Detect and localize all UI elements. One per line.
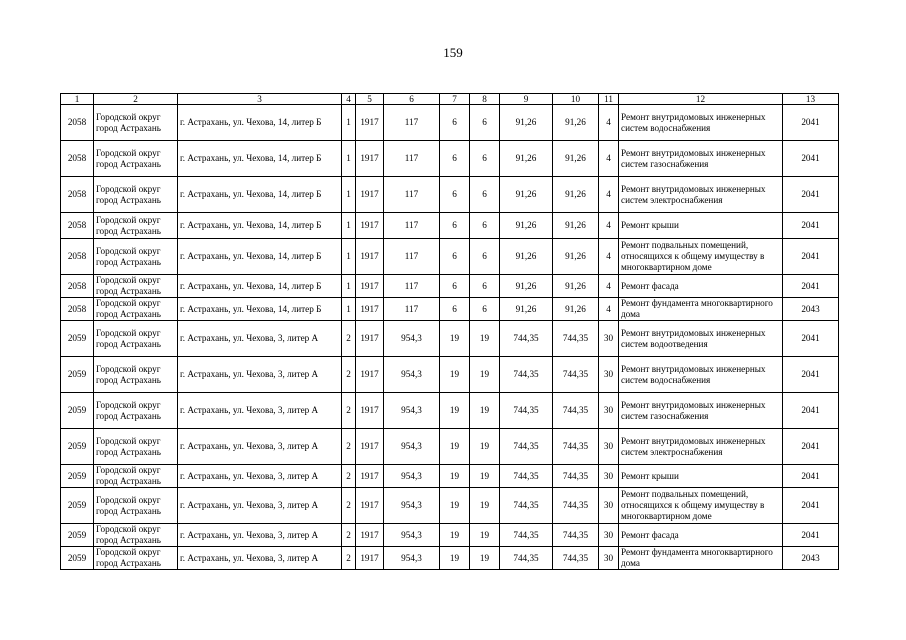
apartments-total-cell: 19 (440, 547, 470, 570)
residents-count-cell: 30 (599, 465, 619, 488)
apartments-residential-cell: 6 (470, 141, 500, 177)
living-area-residential-cell: 744,35 (553, 393, 599, 429)
total-area-cell: 954,3 (384, 488, 440, 524)
living-area-cell: 91,26 (500, 239, 553, 275)
work-type-cell: Ремонт подвальных помещений, относящихся к общему имуществу в многоквартирном доме (619, 239, 783, 275)
living-area-cell: 744,35 (500, 357, 553, 393)
residents-count-cell: 4 (599, 213, 619, 239)
work-type-cell: Ремонт внутридомовых инженерных систем водоснабжения (619, 105, 783, 141)
total-area-cell: 954,3 (384, 547, 440, 570)
municipality-cell: Городской округ город Астрахань (94, 524, 178, 547)
table-row (61, 429, 839, 465)
table-row (61, 357, 839, 393)
apartments-residential-cell: 19 (470, 357, 500, 393)
living-area-cell: 91,26 (500, 177, 553, 213)
table-row (61, 275, 839, 298)
address-cell: г. Астрахань, ул. Чехова, 14, литер Б (178, 298, 342, 321)
row-id-cell: 2058 (61, 105, 94, 141)
address-cell: г. Астрахань, ул. Чехова, 3, литер А (178, 393, 342, 429)
living-area-cell: 91,26 (500, 275, 553, 298)
year-built-cell: 1917 (356, 141, 384, 177)
year-built-cell: 1917 (356, 465, 384, 488)
apartments-residential-cell: 19 (470, 465, 500, 488)
table-body (61, 105, 839, 570)
address-cell: г. Астрахань, ул. Чехова, 3, литер А (178, 465, 342, 488)
building-series-cell: 1 (342, 105, 356, 141)
work-type-cell: Ремонт фундамента многоквартирного дома (619, 298, 783, 321)
year-built-cell: 1917 (356, 105, 384, 141)
year-built-cell: 1917 (356, 177, 384, 213)
residents-count-cell: 30 (599, 321, 619, 357)
table-header (61, 94, 839, 105)
planned-year-cell: 2041 (783, 321, 839, 357)
work-type-cell: Ремонт фасада (619, 524, 783, 547)
residents-count-cell: 4 (599, 275, 619, 298)
col-number-13: 13 (783, 94, 839, 105)
work-type-cell: Ремонт внутридомовых инженерных систем газоснабжения (619, 393, 783, 429)
apartments-residential-cell: 19 (470, 429, 500, 465)
municipality-cell: Городской округ город Астрахань (94, 239, 178, 275)
total-area-cell: 954,3 (384, 357, 440, 393)
work-type-cell: Ремонт внутридомовых инженерных систем водоотведения (619, 321, 783, 357)
table-row (61, 298, 839, 321)
living-area-cell: 91,26 (500, 141, 553, 177)
row-id-cell: 2058 (61, 275, 94, 298)
year-built-cell: 1917 (356, 213, 384, 239)
row-id-cell: 2058 (61, 141, 94, 177)
living-area-residential-cell: 91,26 (553, 275, 599, 298)
col-number-4: 4 (342, 94, 356, 105)
year-built-cell: 1917 (356, 357, 384, 393)
total-area-cell: 117 (384, 298, 440, 321)
apartments-total-cell: 19 (440, 488, 470, 524)
table-row (61, 177, 839, 213)
year-built-cell: 1917 (356, 321, 384, 357)
address-cell: г. Астрахань, ул. Чехова, 14, литер Б (178, 213, 342, 239)
planned-year-cell: 2041 (783, 239, 839, 275)
building-series-cell: 1 (342, 298, 356, 321)
planned-year-cell: 2041 (783, 357, 839, 393)
row-id-cell: 2059 (61, 321, 94, 357)
col-number-5: 5 (356, 94, 384, 105)
apartments-total-cell: 19 (440, 321, 470, 357)
municipality-cell: Городской округ город Астрахань (94, 298, 178, 321)
building-series-cell: 1 (342, 239, 356, 275)
living-area-cell: 744,35 (500, 465, 553, 488)
apartments-total-cell: 6 (440, 177, 470, 213)
address-cell: г. Астрахань, ул. Чехова, 3, литер А (178, 357, 342, 393)
living-area-residential-cell: 91,26 (553, 213, 599, 239)
municipality-cell: Городской округ город Астрахань (94, 105, 178, 141)
row-id-cell: 2059 (61, 429, 94, 465)
year-built-cell: 1917 (356, 239, 384, 275)
municipality-cell: Городской округ город Астрахань (94, 357, 178, 393)
apartments-residential-cell: 6 (470, 213, 500, 239)
building-series-cell: 2 (342, 357, 356, 393)
apartments-total-cell: 19 (440, 357, 470, 393)
municipality-cell: Городской округ город Астрахань (94, 275, 178, 298)
building-series-cell: 2 (342, 321, 356, 357)
building-series-cell: 2 (342, 488, 356, 524)
work-type-cell: Ремонт внутридомовых инженерных систем электроснабжения (619, 429, 783, 465)
planned-year-cell: 2041 (783, 213, 839, 239)
total-area-cell: 117 (384, 213, 440, 239)
year-built-cell: 1917 (356, 298, 384, 321)
municipality-cell: Городской округ город Астрахань (94, 393, 178, 429)
apartments-residential-cell: 19 (470, 321, 500, 357)
apartments-total-cell: 19 (440, 524, 470, 547)
work-type-cell: Ремонт внутридомовых инженерных систем газоснабжения (619, 141, 783, 177)
table-row (61, 524, 839, 547)
apartments-residential-cell: 19 (470, 547, 500, 570)
col-number-2: 2 (94, 94, 178, 105)
apartments-residential-cell: 19 (470, 488, 500, 524)
municipality-cell: Городской округ город Астрахань (94, 488, 178, 524)
row-id-cell: 2058 (61, 298, 94, 321)
address-cell: г. Астрахань, ул. Чехова, 14, литер Б (178, 239, 342, 275)
living-area-residential-cell: 744,35 (553, 465, 599, 488)
living-area-residential-cell: 744,35 (553, 429, 599, 465)
living-area-cell: 744,35 (500, 429, 553, 465)
living-area-cell: 744,35 (500, 321, 553, 357)
address-cell: г. Астрахань, ул. Чехова, 3, литер А (178, 429, 342, 465)
col-number-11: 11 (599, 94, 619, 105)
residents-count-cell: 4 (599, 298, 619, 321)
work-type-cell: Ремонт подвальных помещений, относящихся к общему имуществу в многоквартирном доме (619, 488, 783, 524)
col-number-1: 1 (61, 94, 94, 105)
living-area-residential-cell: 744,35 (553, 488, 599, 524)
living-area-residential-cell: 744,35 (553, 357, 599, 393)
total-area-cell: 954,3 (384, 393, 440, 429)
apartments-total-cell: 6 (440, 105, 470, 141)
municipality-cell: Городской округ город Астрахань (94, 141, 178, 177)
total-area-cell: 117 (384, 141, 440, 177)
living-area-cell: 744,35 (500, 393, 553, 429)
municipality-cell: Городской округ город Астрахань (94, 321, 178, 357)
planned-year-cell: 2041 (783, 275, 839, 298)
row-id-cell: 2059 (61, 393, 94, 429)
building-series-cell: 1 (342, 213, 356, 239)
municipality-cell: Городской округ город Астрахань (94, 213, 178, 239)
apartments-residential-cell: 6 (470, 105, 500, 141)
apartments-residential-cell: 6 (470, 239, 500, 275)
living-area-residential-cell: 91,26 (553, 177, 599, 213)
row-id-cell: 2058 (61, 177, 94, 213)
table-row (61, 465, 839, 488)
building-series-cell: 1 (342, 177, 356, 213)
table-row (61, 488, 839, 524)
address-cell: г. Астрахань, ул. Чехова, 3, литер А (178, 321, 342, 357)
total-area-cell: 117 (384, 275, 440, 298)
row-id-cell: 2058 (61, 239, 94, 275)
building-series-cell: 2 (342, 393, 356, 429)
total-area-cell: 954,3 (384, 524, 440, 547)
municipality-cell: Городской округ город Астрахань (94, 465, 178, 488)
planned-year-cell: 2041 (783, 488, 839, 524)
address-cell: г. Астрахань, ул. Чехова, 14, литер Б (178, 141, 342, 177)
municipality-cell: Городской округ город Астрахань (94, 429, 178, 465)
residents-count-cell: 4 (599, 105, 619, 141)
table-row (61, 105, 839, 141)
municipality-cell: Городской округ город Астрахань (94, 177, 178, 213)
year-built-cell: 1917 (356, 524, 384, 547)
planned-year-cell: 2041 (783, 465, 839, 488)
work-type-cell: Ремонт крыши (619, 213, 783, 239)
apartments-residential-cell: 6 (470, 275, 500, 298)
row-id-cell: 2059 (61, 465, 94, 488)
living-area-cell: 91,26 (500, 105, 553, 141)
living-area-residential-cell: 91,26 (553, 141, 599, 177)
living-area-cell: 91,26 (500, 298, 553, 321)
address-cell: г. Астрахань, ул. Чехова, 14, литер Б (178, 105, 342, 141)
total-area-cell: 954,3 (384, 429, 440, 465)
total-area-cell: 954,3 (384, 465, 440, 488)
living-area-residential-cell: 744,35 (553, 321, 599, 357)
planned-year-cell: 2043 (783, 298, 839, 321)
building-series-cell: 2 (342, 429, 356, 465)
building-series-cell: 2 (342, 465, 356, 488)
living-area-residential-cell: 91,26 (553, 239, 599, 275)
apartments-total-cell: 6 (440, 275, 470, 298)
residents-count-cell: 30 (599, 357, 619, 393)
col-number-3: 3 (178, 94, 342, 105)
registry-table (60, 93, 839, 570)
planned-year-cell: 2041 (783, 524, 839, 547)
living-area-cell: 744,35 (500, 524, 553, 547)
col-number-10: 10 (553, 94, 599, 105)
work-type-cell: Ремонт внутридомовых инженерных систем электроснабжения (619, 177, 783, 213)
row-id-cell: 2059 (61, 488, 94, 524)
apartments-total-cell: 6 (440, 141, 470, 177)
total-area-cell: 117 (384, 177, 440, 213)
work-type-cell: Ремонт крыши (619, 465, 783, 488)
address-cell: г. Астрахань, ул. Чехова, 14, литер Б (178, 275, 342, 298)
col-number-8: 8 (470, 94, 500, 105)
work-type-cell: Ремонт фасада (619, 275, 783, 298)
residents-count-cell: 4 (599, 239, 619, 275)
row-id-cell: 2058 (61, 213, 94, 239)
table-row (61, 239, 839, 275)
apartments-total-cell: 6 (440, 213, 470, 239)
col-number-7: 7 (440, 94, 470, 105)
address-cell: г. Астрахань, ул. Чехова, 3, литер А (178, 524, 342, 547)
apartments-residential-cell: 6 (470, 177, 500, 213)
year-built-cell: 1917 (356, 488, 384, 524)
living-area-cell: 91,26 (500, 213, 553, 239)
residents-count-cell: 4 (599, 177, 619, 213)
municipality-cell: Городской округ город Астрахань (94, 547, 178, 570)
living-area-cell: 744,35 (500, 547, 553, 570)
residents-count-cell: 30 (599, 393, 619, 429)
col-number-9: 9 (500, 94, 553, 105)
living-area-residential-cell: 91,26 (553, 105, 599, 141)
year-built-cell: 1917 (356, 429, 384, 465)
planned-year-cell: 2041 (783, 105, 839, 141)
building-series-cell: 1 (342, 141, 356, 177)
row-id-cell: 2059 (61, 357, 94, 393)
column-number-row (61, 94, 839, 105)
table-row (61, 547, 839, 570)
living-area-residential-cell: 91,26 (553, 298, 599, 321)
apartments-total-cell: 6 (440, 239, 470, 275)
address-cell: г. Астрахань, ул. Чехова, 14, литер Б (178, 177, 342, 213)
table-row (61, 213, 839, 239)
planned-year-cell: 2041 (783, 177, 839, 213)
total-area-cell: 117 (384, 239, 440, 275)
residents-count-cell: 4 (599, 141, 619, 177)
year-built-cell: 1917 (356, 547, 384, 570)
col-number-6: 6 (384, 94, 440, 105)
building-series-cell: 1 (342, 275, 356, 298)
residents-count-cell: 30 (599, 524, 619, 547)
work-type-cell: Ремонт внутридомовых инженерных систем водоснабжения (619, 357, 783, 393)
address-cell: г. Астрахань, ул. Чехова, 3, литер А (178, 488, 342, 524)
apartments-residential-cell: 6 (470, 298, 500, 321)
apartments-residential-cell: 19 (470, 524, 500, 547)
year-built-cell: 1917 (356, 275, 384, 298)
table-row (61, 393, 839, 429)
apartments-residential-cell: 19 (470, 393, 500, 429)
row-id-cell: 2059 (61, 524, 94, 547)
planned-year-cell: 2041 (783, 393, 839, 429)
living-area-residential-cell: 744,35 (553, 524, 599, 547)
building-series-cell: 2 (342, 547, 356, 570)
work-type-cell: Ремонт фундамента многоквартирного дома (619, 547, 783, 570)
living-area-residential-cell: 744,35 (553, 547, 599, 570)
residents-count-cell: 30 (599, 488, 619, 524)
apartments-total-cell: 19 (440, 465, 470, 488)
table-row (61, 321, 839, 357)
total-area-cell: 117 (384, 105, 440, 141)
year-built-cell: 1917 (356, 393, 384, 429)
residents-count-cell: 30 (599, 547, 619, 570)
building-series-cell: 2 (342, 524, 356, 547)
row-id-cell: 2059 (61, 547, 94, 570)
page-number: 159 (443, 45, 463, 60)
total-area-cell: 954,3 (384, 321, 440, 357)
planned-year-cell: 2041 (783, 429, 839, 465)
table-row (61, 141, 839, 177)
apartments-total-cell: 6 (440, 298, 470, 321)
residents-count-cell: 30 (599, 429, 619, 465)
planned-year-cell: 2041 (783, 141, 839, 177)
apartments-total-cell: 19 (440, 393, 470, 429)
living-area-cell: 744,35 (500, 488, 553, 524)
apartments-total-cell: 19 (440, 429, 470, 465)
planned-year-cell: 2043 (783, 547, 839, 570)
address-cell: г. Астрахань, ул. Чехова, 3, литер А (178, 547, 342, 570)
col-number-12: 12 (619, 94, 783, 105)
